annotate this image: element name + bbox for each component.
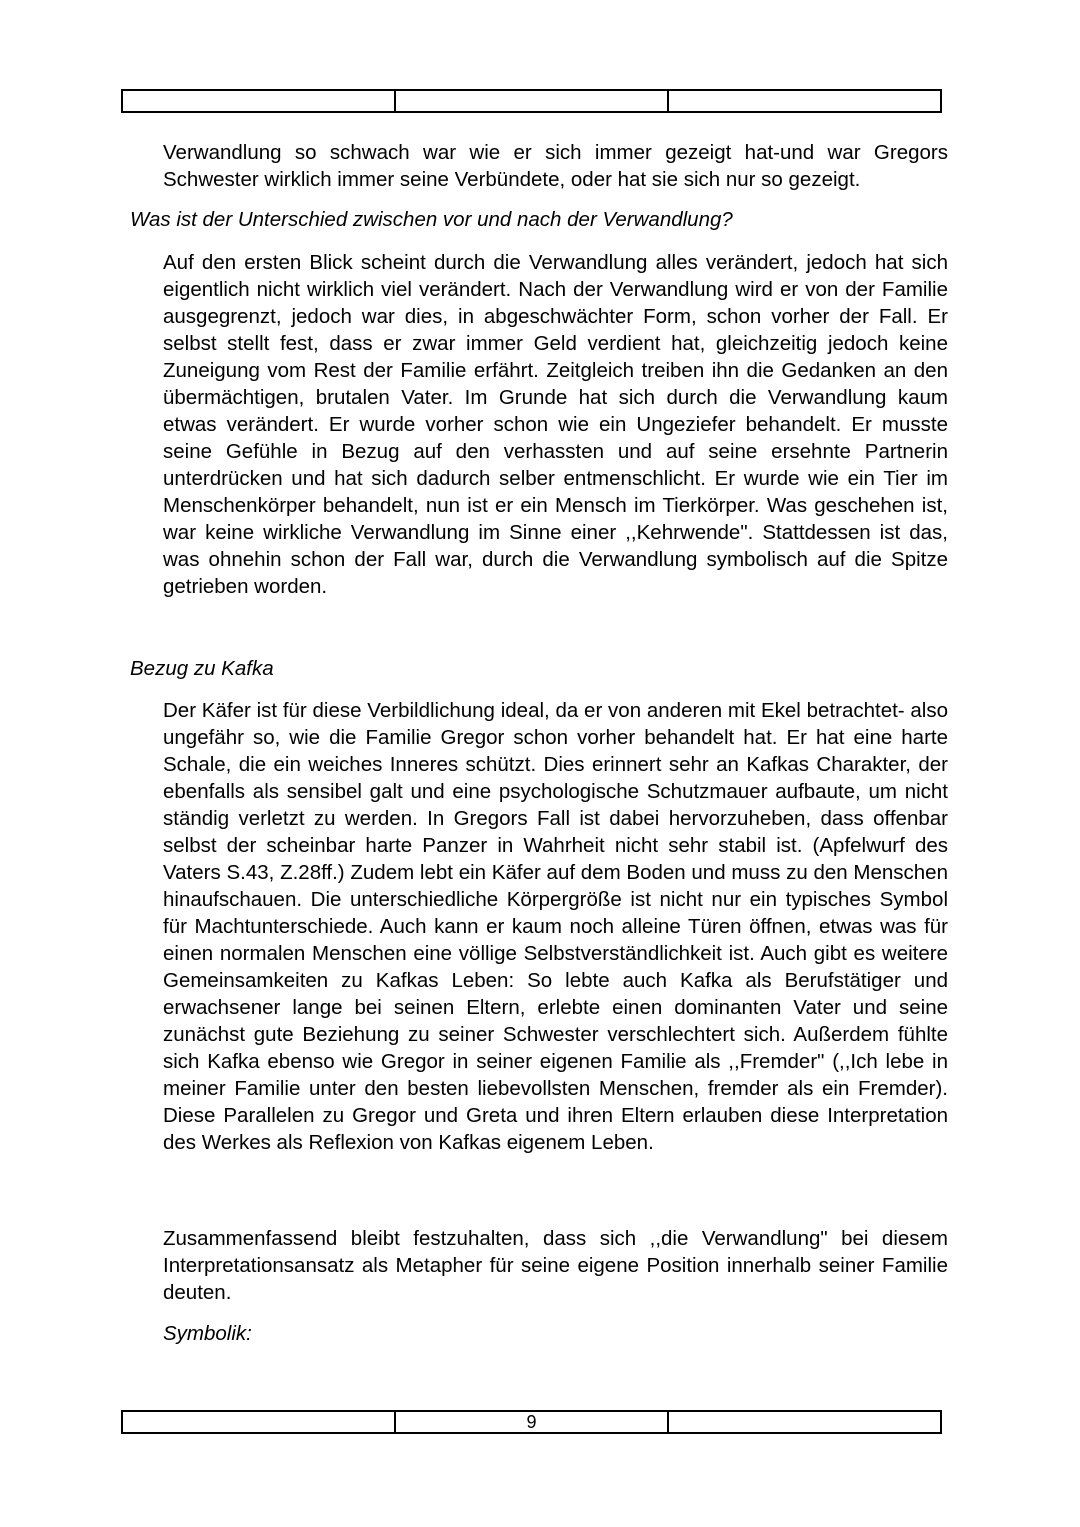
answer-paragraph: Auf den ersten Blick scheint durch die Verwandlung alles verändert, jedoch hat sich eigentlich nicht wirklich viel verändert. Nach der Verwandlung wird er von der Familie ausgegrenzt, jedoch war dies, in abgeschwächter Form, schon vorher der Fall. Er selbst stellt fest, dass er zwar immer Geld verdient hat, gleichzeitig jedoch keine Zuneigung vom Rest der Familie erfährt. Zeitgleich treiben ihn die Gedanken an den übermächtigen, brutalen Vater. Im Grunde hat sich durch die Verwandlung kaum etwas verändert. Er wurde vorher schon wie ein Ungeziefer behandelt. Er musste seine Gefühle in Bezug auf den verhassten und auf seine ersehnte Partnerin unterdrücken und hat sich dadurch selber entmenschlicht. Er wurde wie ein Tier im Menschenkörper behandelt, nun ist er ein Mensch im Tierkörper. Was geschehen ist, war keine wirkliche Verwandlung im Sinne einer ,,Kehrwende". Stattdessen ist das, was ohnehin schon der Fall war, durch die Verwandlung symbolisch auf die Spitze getrieben worden. <box>163 251 948 598</box>
footer-cell-right <box>669 1412 940 1432</box>
header-cell-right <box>669 91 940 111</box>
footer-cell-left <box>123 1412 396 1432</box>
question-heading: Was ist der Unterschied zwischen vor und nach der Verwandlung? <box>130 208 733 231</box>
header-table <box>121 89 942 113</box>
header-cell-middle <box>396 91 669 111</box>
footer-table <box>121 1410 942 1434</box>
symbolik-heading: Symbolik: <box>163 1322 252 1345</box>
intro-paragraph: Verwandlung so schwach war wie er sich immer gezeigt hat-und war Gregors Schwester wirklich immer seine Verbündete, oder hat sie sich nur so gezeigt. <box>163 141 948 191</box>
page-number: 9 <box>396 1412 669 1432</box>
kafka-heading: Bezug zu Kafka <box>130 657 274 680</box>
header-cell-left <box>123 91 396 111</box>
summary-paragraph: Zusammenfassend bleibt festzuhalten, dass sich ,,die Verwandlung" bei diesem Interpretationsansatz als Metapher für seine eigene Position innerhalb seiner Familie deuten. <box>163 1227 948 1304</box>
kafka-paragraph: Der Käfer ist für diese Verbildlichung ideal, da er von anderen mit Ekel betrachtet- also ungefähr so, wie die Familie Gregor schon vorher behandelt hat. Er hat eine harte Schale, die ein weiches Inneres schützt. Dies erinnert sehr an Kafkas Charakter, der ebenfalls als sensibel galt und eine psychologische Schutzmauer aufbaute, um nicht ständig verletzt zu werden. In Gregors Fall ist dabei hervorzuheben, dass offenbar selbst der scheinbar harte Panzer in Wahrheit nicht sehr stabil ist. (Apfelwurf des Vaters S.43, Z.28ff.) Zudem lebt ein Käfer auf dem Boden und muss zu den Menschen hinaufschauen. Die unterschiedliche Körpergröße ist nicht nur ein typisches Symbol für Machtunterschiede. Auch kann er kaum noch alleine Türen öffnen, etwas was für einen normalen Menschen eine völlige Selbstverständlichkeit ist. Auch gibt es weitere Gemeinsamkeiten zu Kafkas Leben: So lebte auch Kafka als Berufstätiger und erwachsener lange bei seinen Eltern, erlebte einen dominanten Vater und seine zunächst gute Beziehung zu seiner Schwester verschlechtert sich. Außerdem fühlte sich Kafka ebenso wie Gregor in seiner eigenen Familie als ,,Fremder" (,,Ich lebe in meiner Familie unter den besten liebevollsten Menschen, fremder als ein Fremder). Diese Parallelen zu Gregor und Greta und ihren Eltern erlauben diese Interpretation des Werkes als Reflexion von Kafkas eigenem Leben. <box>163 699 948 1154</box>
